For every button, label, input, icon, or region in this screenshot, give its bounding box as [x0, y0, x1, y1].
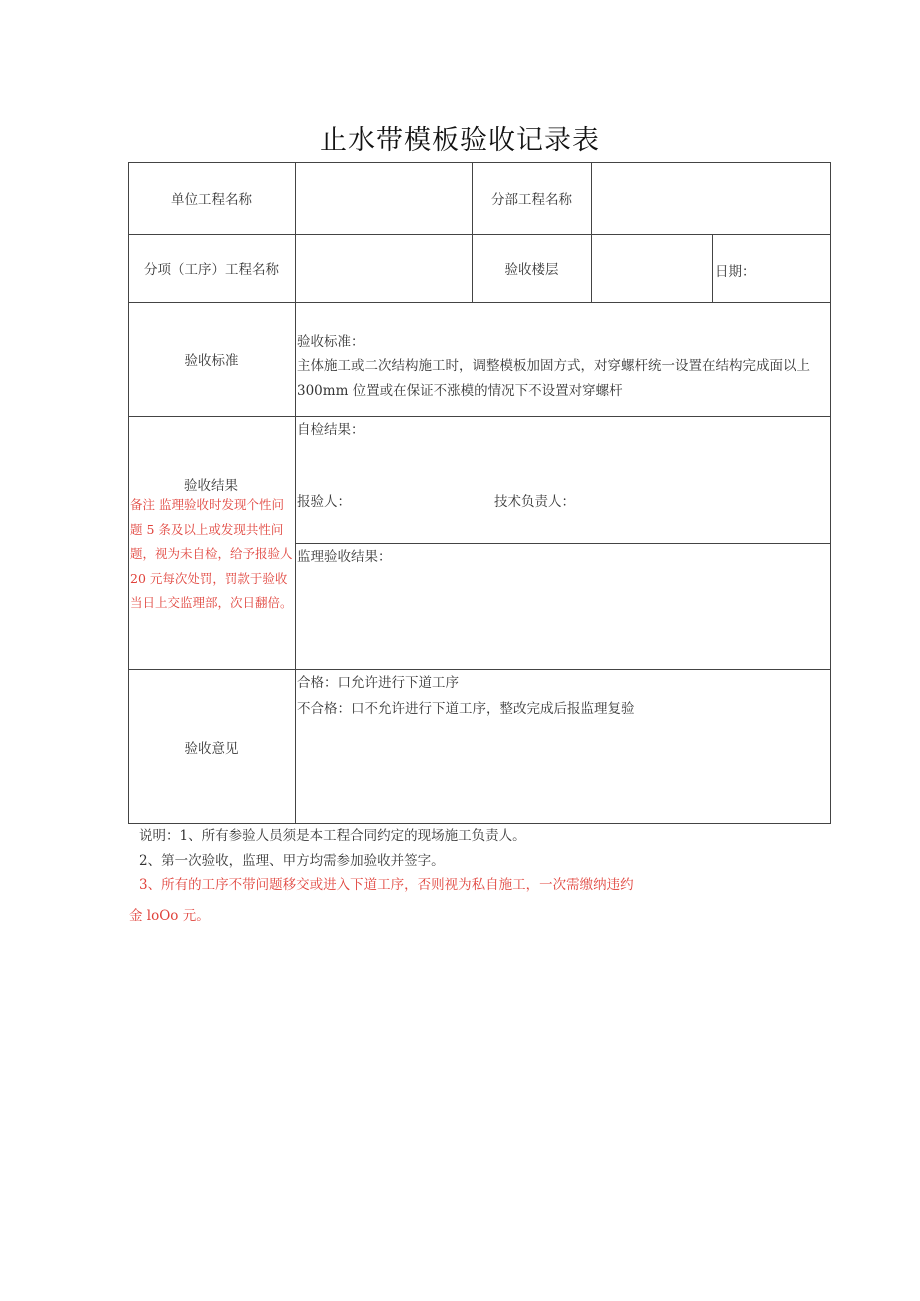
- pass-option[interactable]: 合格：口允许进行下道工序: [297, 675, 459, 691]
- note-2: 2、第一次验收，监理、甲方均需参加验收并签字。: [139, 853, 445, 869]
- standard-line-1: 主体施工或二次结构施工时，调整模板加固方式，对穿螺杆统一设置在结构完成面以上: [297, 358, 810, 374]
- note-3-continued: 金 loOo 元。: [129, 908, 210, 924]
- remark-line: 备注 监理验收时发现个性问: [130, 497, 284, 512]
- date-label[interactable]: 日期：: [715, 264, 756, 280]
- subitem-project-label: 分项（工序）工程名称: [144, 262, 279, 278]
- row-divider: [295, 543, 831, 544]
- result-label: 验收结果: [184, 478, 238, 494]
- column-divider: [712, 234, 713, 302]
- floor-value[interactable]: [591, 234, 712, 302]
- remark-line: 题 5 条及以上或发现共性问: [130, 521, 284, 537]
- remark-line: 题，视为未自检，给予报验人: [130, 546, 293, 561]
- note-3: 3、所有的工序不带问题移交或进入下道工序，否则视为私自施工，一次需缴纳违约: [139, 877, 634, 893]
- fail-option[interactable]: 不合格：口不允许进行下道工序，整改完成后报监理复验: [297, 701, 635, 717]
- subitem-project-value[interactable]: [295, 234, 472, 302]
- inspector-label[interactable]: 报验人：: [297, 494, 351, 510]
- division-project-value[interactable]: [591, 162, 831, 234]
- unit-project-label: 单位工程名称: [171, 192, 252, 208]
- self-check-label: 自检结果：: [297, 422, 365, 438]
- page-title: 止水带模板验收记录表: [320, 125, 600, 156]
- unit-project-value[interactable]: [295, 162, 472, 234]
- division-project-label: 分部工程名称: [491, 192, 572, 208]
- remark-line: 当日上交监理部，次日翻倍。: [130, 595, 293, 610]
- supervision-result-label: 监理验收结果：: [297, 549, 392, 565]
- remark-line: 20 元每次处罚，罚款于验收: [130, 570, 288, 586]
- standard-heading: 验收标准：: [297, 334, 365, 350]
- row-divider: [128, 416, 831, 417]
- standard-line-2: 300mm 位置或在保证不涨模的情况下不设置对穿螺杆: [297, 383, 623, 399]
- tech-lead-label[interactable]: 技术负责人：: [494, 494, 575, 510]
- note-1: 说明：1、所有参验人员须是本工程合同约定的现场施工负责人。: [139, 828, 526, 844]
- remark-block: [130, 493, 293, 616]
- opinion-label: 验收意见: [184, 740, 239, 757]
- floor-label: 验收楼层: [504, 262, 559, 278]
- standard-label: 验收标准: [184, 353, 239, 369]
